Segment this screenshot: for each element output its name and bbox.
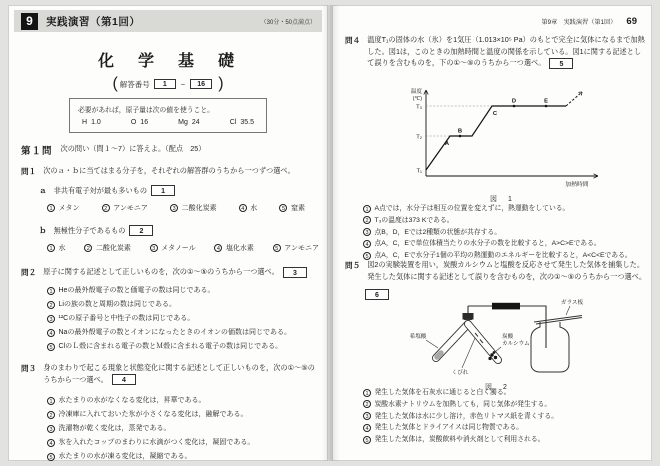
section-1-heading: [21, 143, 321, 157]
y-axis-label: 温度: [410, 89, 422, 95]
tick-T2: T₂: [416, 134, 422, 141]
answer-range-label: 解答番号: [119, 79, 150, 89]
question-1b-mark: ｂ: [39, 226, 47, 235]
question-1-text: 次のａ・ｂに当てはまる分子を，それぞれの解答群のうちから一つずつ選べ。: [43, 166, 295, 175]
choice-number: 1: [363, 389, 371, 397]
choice: 2 二酸化炭素: [84, 243, 131, 253]
left-page: [8, 5, 328, 461]
choice: 1 メタン: [47, 203, 80, 213]
choice: 3 洗濯物が乾く変化は，蒸発である。: [47, 424, 321, 433]
question-1b-text: 無極性分子であるもの: [53, 226, 126, 235]
apparatus-diagram: [396, 296, 598, 376]
choice: 5 窒素: [279, 203, 305, 213]
figure-1: [395, 84, 609, 204]
choice: 1 Heの最外殻電子の数と価電子の数は同じである。: [47, 286, 321, 295]
acid-label: 希塩酸: [409, 334, 427, 340]
choice: 4 発生した気体とドライアイスは同じ物質である。: [363, 423, 649, 432]
question-5-choices: [363, 388, 649, 447]
chapter-number-badge: 9: [21, 13, 38, 30]
running-head: 第9章 実践演習（第1回）: [541, 19, 617, 26]
question-2: [21, 266, 323, 278]
question-3-text: 身のまわりで起こる現象と状態変化に関する記述として正しいものを，次の①～⑤のうちから一つ選べ。: [43, 363, 315, 384]
choice: 1 水: [47, 243, 66, 253]
paren-open: (: [112, 75, 118, 92]
figure-2: [395, 296, 599, 392]
constriction-label: くびれ: [451, 370, 469, 376]
choice: 2 T₃の温度は373 Kである。: [363, 216, 649, 225]
question-4-label: 問４: [345, 35, 361, 45]
choice: 4 水: [239, 203, 258, 213]
answer-box-first: 1: [154, 79, 176, 89]
choice-number: 4: [47, 439, 55, 447]
question-4-choices: [363, 204, 649, 263]
question-2-label: 問２: [21, 267, 37, 277]
choice-number: 1: [363, 205, 371, 213]
choice: 3 二酸化炭素: [170, 203, 217, 213]
point-C: C: [492, 111, 498, 117]
choice-number: 1: [47, 244, 55, 252]
choice: 3 ¹²Cの原子番号と中性子の数は同じである。: [47, 314, 321, 323]
section-1-label: 第１問: [21, 146, 53, 157]
gas-bottle: [531, 322, 569, 372]
page-number: 69: [626, 16, 637, 27]
notice-text: 必要があれば，原子量は次の値を使うこと。: [78, 107, 214, 114]
choice-number: 4: [239, 204, 247, 212]
choice-number: 4: [214, 244, 222, 252]
carbonate-label-line1: 炭酸: [502, 334, 514, 340]
choice: 5 点A，C，Eで水分子1個の平均の熱運動のエネルギーを比較すると，A<C<Eである。: [363, 251, 649, 260]
y-axis-unit: (℃): [412, 96, 422, 102]
exam-title: 化 学 基 礎: [97, 53, 238, 70]
glass-plate-label: ガラス板: [560, 300, 584, 306]
paren-close: ): [218, 75, 224, 92]
choice: 2 Liの族の数と周期の数は同じである。: [47, 300, 321, 309]
question-3: [21, 362, 323, 385]
point-B: B: [457, 128, 463, 135]
choice-number: 5: [363, 436, 371, 444]
answer-box-1: 1: [151, 185, 175, 196]
choice: 3 点B，D，Eでは2種類の状態が共存する。: [363, 228, 649, 237]
time-points-note: （30分・50点満点）: [260, 19, 316, 26]
choice-number: 5: [47, 453, 55, 461]
atomic-mass-values: [78, 119, 258, 126]
question-2-body: [43, 266, 311, 278]
choice: 1 水たまりの水がなくなる変化は，昇華である。: [47, 396, 321, 405]
acid-liquid: [437, 353, 441, 357]
choice-number: 1: [47, 287, 55, 295]
atomic-mass-notice: [69, 98, 267, 133]
book-spine-shadow: [322, 5, 340, 461]
choice-number: 5: [273, 244, 281, 252]
point-E: E: [544, 98, 548, 105]
chapter-header-band: [14, 10, 322, 32]
question-1a-mark: ａ: [39, 186, 47, 195]
question-4-text: 温度T₁の固体の水（氷）を1気圧（1.013×10⁵ Pa）のもとで完全に気体になるまで加熱した。図1は，このときの加熱時間と温度の関係を示している。図1に関する記述として誤りを含むものを，下の①～⑤のうちから一つ選べ。: [367, 35, 645, 68]
question-5-text: 図2の実験装置を用い，炭酸カルシウムと塩酸を反応させて発生した気体を捕集した。発生した気体に関する記述として誤りを含むものを，次の①～⑤のうちから一つ選べ。: [367, 260, 647, 281]
choice: 5 水たまりの水が凍る変化は，凝縮である。: [47, 452, 321, 461]
question-1-label: 問１: [21, 166, 37, 176]
question-1b: [39, 225, 157, 237]
page-header: [541, 16, 637, 27]
choice-number: 3: [47, 315, 55, 323]
choice-number: 3: [170, 204, 178, 212]
question-3-label: 問３: [21, 363, 37, 373]
choice: 1 A点では，水分子は相互の位置を変えずに，熱運動をしている。: [363, 204, 649, 213]
mass-H: H 1.0: [82, 119, 101, 126]
tick-T1: T₁: [416, 168, 422, 175]
choice: 2 炭酸水素ナトリウムを加熱しても，同じ気体が発生する。: [363, 400, 649, 409]
choice: 2 アンモニア: [102, 203, 148, 213]
choice-number: 1: [47, 204, 55, 212]
choice-number: 2: [363, 216, 371, 224]
mass-Cl: Cl 35.5: [229, 119, 254, 126]
rubber-tube: [492, 303, 520, 310]
choice-number: 5: [363, 252, 371, 260]
question-3-choices: [47, 396, 321, 466]
choice: 5 発生した気体は，炭酸飲料や消火剤として利用される。: [363, 435, 649, 444]
choice: 5 ClのＬ殻に含まれる電子の数とＭ殻に含まれる電子の数は同じである。: [47, 342, 321, 351]
section-1-text: 次の問い（問１～7）に答えよ。（配点 25）: [60, 144, 206, 153]
choice-number: 3: [363, 412, 371, 420]
question-1a-text: 非共有電子対が最も多いもの: [53, 186, 148, 195]
chapter-title: 実践演習（第1回）: [46, 15, 141, 28]
point-A: A: [444, 141, 450, 147]
answer-box-3: 3: [283, 267, 307, 278]
question-1a-choices: [47, 203, 305, 213]
choice-number: 5: [279, 204, 287, 212]
answer-box-last: 16: [190, 79, 212, 89]
choice: 3 メタノール: [150, 243, 196, 253]
tilde: ~: [180, 79, 186, 89]
question-5-label: 問５: [345, 260, 361, 270]
figure-1-caption: 図 1: [490, 196, 514, 203]
stopper: [463, 313, 474, 320]
choice: 4 塩化水素: [214, 243, 254, 253]
choice-number: 2: [47, 411, 55, 419]
question-4: [345, 34, 645, 69]
question-1: [21, 165, 321, 177]
mass-O: O 16: [130, 119, 149, 126]
answer-box-6: 6: [365, 289, 389, 300]
choice-number: 1: [47, 397, 55, 405]
choice: 5 アンモニア: [273, 243, 319, 253]
question-1b-choices: [47, 243, 319, 253]
choice: 4 点A，C，Eで単位体積当たりの水分子の数を比較すると，A>C>Eである。: [363, 239, 649, 248]
question-2-choices: [47, 286, 321, 356]
choice-number: 4: [363, 240, 371, 248]
choice: 4 氷を入れたコップのまわりに水滴がつく変化は，凝固である。: [47, 438, 321, 447]
choice-number: 3: [150, 244, 158, 252]
choice-number: 2: [102, 204, 110, 212]
choice-number: 4: [47, 329, 55, 337]
figure-2-caption: 図 2: [485, 384, 509, 391]
choice-number: 5: [47, 343, 55, 351]
answer-box-2: 2: [129, 225, 153, 236]
choice: 2 冷凍庫に入れておいた氷が小さくなる変化は，融解である。: [47, 410, 321, 419]
choice-number: 4: [363, 424, 371, 432]
answer-box-4: 4: [112, 374, 136, 385]
choice-number: 2: [84, 244, 92, 252]
question-2-text: 原子に関する記述として正しいものを，次の①～⑤のうちから一つ選べ。: [43, 267, 279, 276]
choice: 4 Naの最外殻電子の数とイオンになったときのイオンの価数は同じである。: [47, 328, 321, 337]
answer-box-5: 5: [549, 58, 573, 69]
choice: 3 発生した気体は水に少し溶け，赤色リトマス紙を青くする。: [363, 412, 649, 421]
glass-plate: [534, 316, 582, 325]
choice-number: 3: [363, 228, 371, 236]
choice: 1 発生した気体を石灰水に通じると白く濁る。: [363, 388, 649, 397]
choice-number: 2: [363, 400, 371, 408]
tick-T3: T₃: [416, 104, 422, 111]
x-axis-label: 加熱時間: [565, 182, 589, 188]
carbonate-label-line2: カルシウム: [502, 341, 530, 347]
mass-Mg: Mg 24: [178, 119, 200, 126]
question-3-body: [43, 362, 321, 385]
choice-number: 3: [47, 425, 55, 433]
right-page: [332, 5, 652, 461]
point-D: D: [511, 98, 517, 105]
answer-number-range: [9, 75, 327, 93]
choice-number: 2: [47, 301, 55, 309]
question-1a: [39, 185, 179, 197]
question-4-body: [367, 34, 645, 69]
heating-curve-graph: [396, 84, 608, 188]
